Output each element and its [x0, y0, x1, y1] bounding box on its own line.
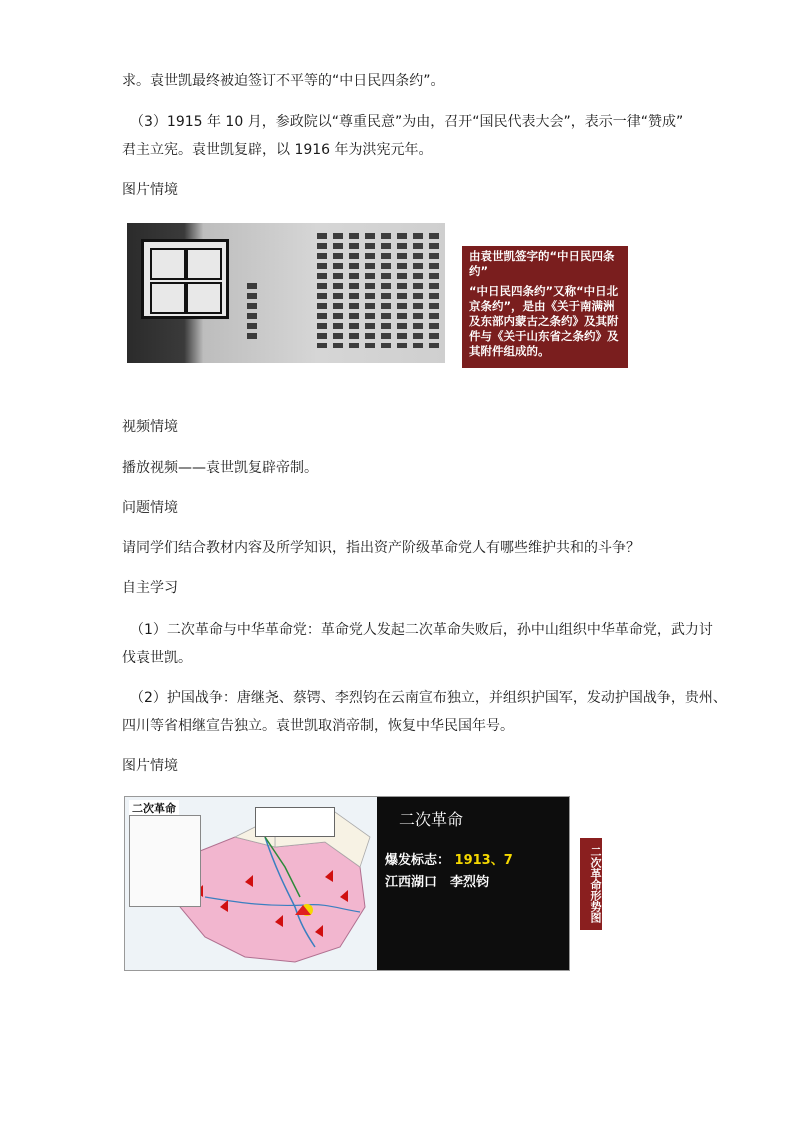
treaty-caption-body: “中日民四条约”又称“中日北京条约”，是由《关于南满洲及东部内蒙古之条约》及其附件与《关于山东省之条约》及其附件组成的。	[469, 284, 619, 358]
treaty-caption-box	[462, 246, 628, 368]
question-text: 请同学们结合教材内容及所学知识，指出资产阶级革命党人有哪些维护共和的斗争？	[122, 540, 640, 556]
map-legend	[129, 815, 201, 907]
heading-video-context: 视频情境	[122, 419, 178, 435]
map-note-box	[255, 807, 335, 837]
panel-outbreak-line	[385, 849, 513, 868]
revolution-info-panel	[377, 797, 570, 971]
map-title: 二次革命	[129, 800, 179, 816]
panel-title: 二次革命	[399, 810, 464, 829]
self-study-1-line-2: 伐袁世凯。	[122, 650, 192, 666]
heading-picture-context-1: 图片情境	[122, 182, 178, 198]
seal-stamp	[141, 239, 229, 319]
paragraph-3-line-1: （3）1915 年 10 月，参政院以“尊重民意”为由，召开“国民代表大会”，表示一律“赞成”	[130, 114, 684, 130]
heading-question-context: 问题情境	[122, 500, 178, 516]
map-side-tab: 二次革命形势图	[580, 838, 602, 930]
paragraph-continuation: 求。袁世凯最终被迫签订不平等的“中日民四条约”。	[122, 73, 445, 89]
panel-outbreak-date: 1913、7	[454, 853, 513, 868]
heading-picture-context-2: 图片情境	[122, 758, 178, 774]
panel-outbreak-label: 爆发标志：	[385, 853, 451, 868]
second-revolution-image	[124, 796, 570, 971]
self-study-2-line-2: 四川等省相继宣告独立。袁世凯取消帝制，恢复中华民国年号。	[122, 718, 514, 734]
treaty-signature-photo	[127, 223, 445, 363]
panel-place-line: 江西湖口 李烈钧	[385, 875, 490, 890]
self-study-1-line-1: （1）二次革命与中华革命党：革命党人发起二次革命失败后，孙中山组织中华革命党，武力讨	[130, 622, 713, 638]
paragraph-3-line-2: 君主立宪。袁世凯复辟，以 1916 年为洪宪元年。	[122, 142, 433, 158]
video-description: 播放视频——袁世凯复辟帝制。	[122, 460, 318, 476]
revolution-map	[125, 797, 377, 971]
heading-self-study: 自主学习	[122, 580, 178, 596]
self-study-2-line-1: （2）护国战争：唐继尧、蔡锷、李烈钧在云南宣布独立，并组织护国军，发动护国战争，贵州、	[130, 690, 727, 706]
treaty-caption-title: 由袁世凯签字的“中日民四条约”	[469, 249, 615, 278]
